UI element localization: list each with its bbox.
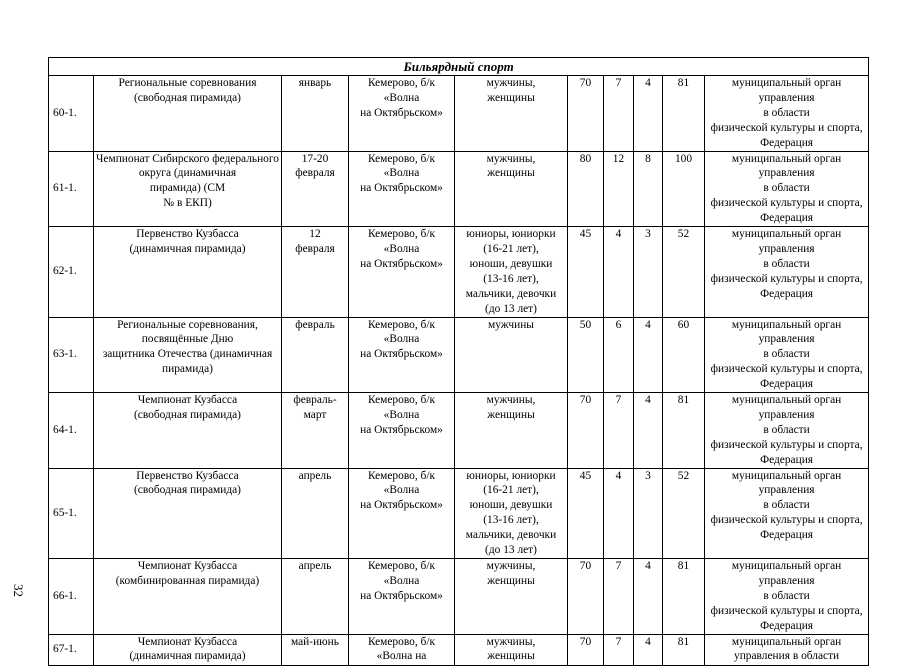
cell-c3: 8 [634,151,663,227]
cell-c1: 45 [568,227,604,317]
cell-name: Первенство Кузбасса (свободная пирамида) [94,468,282,558]
cell-total: 81 [663,634,705,665]
section-header-row [49,58,869,76]
table-row [49,634,869,665]
cell-c2: 12 [604,151,634,227]
cell-c3: 3 [634,468,663,558]
cell-c2: 7 [604,559,634,635]
cell-place: Кемерово, б/к «Волна на Октябрьском» [349,468,455,558]
cell-place: Кемерово, б/к «Волна на Октябрьском» [349,393,455,469]
cell-name: Чемпионат Кузбасса (динамичная пирамида) [94,634,282,665]
cell-num: 65-1. [49,468,94,558]
cell-place: Кемерово, б/к «Волна на Октябрьском» [349,76,455,152]
cell-date: 12 февраля [282,227,349,317]
cell-c1: 70 [568,393,604,469]
cell-date: февраль-март [282,393,349,469]
cell-date: апрель [282,468,349,558]
cell-c3: 4 [634,393,663,469]
cell-participants: юниоры, юниорки (16-21 лет), юноши, девушки (13-16 лет), мальчики, девочки (до 13 лет) [455,468,568,558]
cell-org: муниципальный орган управления в области [705,634,869,665]
cell-participants: мужчины [455,317,568,393]
table-row [49,468,869,558]
cell-c1: 50 [568,317,604,393]
cell-org: муниципальный орган управления в области физической культуры и спорта, Федерация [705,227,869,317]
cell-participants: юниоры, юниорки (16-21 лет), юноши, девушки (13-16 лет), мальчики, девочки (до 13 лет) [455,227,568,317]
cell-name: Чемпионат Кузбасса (комбинированная пирамида) [94,559,282,635]
cell-participants: мужчины, женщины [455,76,568,152]
cell-date: апрель [282,559,349,635]
cell-num: 63-1. [49,317,94,393]
cell-total: 100 [663,151,705,227]
cell-c1: 70 [568,634,604,665]
cell-org: муниципальный орган управления в области физической культуры и спорта, Федерация [705,76,869,152]
cell-c3: 4 [634,76,663,152]
cell-name: Региональные соревнования (свободная пирамида) [94,76,282,152]
cell-num: 60-1. [49,76,94,152]
cell-participants: мужчины, женщины [455,151,568,227]
cell-org: муниципальный орган управления в области физической культуры и спорта, Федерация [705,559,869,635]
table-row [49,76,869,152]
cell-org: муниципальный орган управления в области физической культуры и спорта, Федерация [705,151,869,227]
cell-place: Кемерово, б/к «Волна на Октябрьском» [349,227,455,317]
cell-num: 64-1. [49,393,94,469]
page-number: 32 [11,584,26,597]
cell-org: муниципальный орган управления в области физической культуры и спорта, Федерация [705,468,869,558]
table-row [49,393,869,469]
cell-c3: 4 [634,559,663,635]
cell-total: 52 [663,227,705,317]
section-title: Бильярдный спорт [49,58,869,76]
cell-c2: 4 [604,468,634,558]
cell-c1: 70 [568,559,604,635]
cell-org: муниципальный орган управления в области физической культуры и спорта, Федерация [705,317,869,393]
cell-c3: 4 [634,317,663,393]
table-row [49,317,869,393]
cell-name: Чемпионат Кузбасса (свободная пирамида) [94,393,282,469]
cell-total: 81 [663,76,705,152]
cell-c2: 7 [604,393,634,469]
cell-c1: 80 [568,151,604,227]
cell-date: 17-20 февраля [282,151,349,227]
cell-participants: мужчины, женщины [455,393,568,469]
cell-num: 61-1. [49,151,94,227]
table-row [49,151,869,227]
cell-place: Кемерово, б/к «Волна на [349,634,455,665]
cell-c2: 7 [604,76,634,152]
cell-place: Кемерово, б/к «Волна на Октябрьском» [349,151,455,227]
cell-date: май-июнь [282,634,349,665]
cell-num: 62-1. [49,227,94,317]
cell-participants: мужчины, женщины [455,634,568,665]
table-row [49,559,869,635]
cell-total: 52 [663,468,705,558]
cell-total: 81 [663,393,705,469]
cell-total: 60 [663,317,705,393]
cell-place: Кемерово, б/к «Волна на Октябрьском» [349,317,455,393]
cell-total: 81 [663,559,705,635]
cell-date: январь [282,76,349,152]
cell-org: муниципальный орган управления в области физической культуры и спорта, Федерация [705,393,869,469]
cell-num: 66-1. [49,559,94,635]
table-row [49,227,869,317]
cell-num: 67-1. [49,634,94,665]
cell-place: Кемерово, б/к «Волна на Октябрьском» [349,559,455,635]
cell-date: февраль [282,317,349,393]
cell-name: Региональные соревнования, посвящённые Дню защитника Отечества (динамичная пирамида) [94,317,282,393]
cell-c3: 4 [634,634,663,665]
cell-name: Первенство Кузбасса (динамичная пирамида) [94,227,282,317]
cell-participants: мужчины, женщины [455,559,568,635]
cell-c1: 45 [568,468,604,558]
cell-c2: 6 [604,317,634,393]
cell-c1: 70 [568,76,604,152]
cell-c2: 7 [604,634,634,665]
cell-c2: 4 [604,227,634,317]
events-table [48,57,869,666]
cell-c3: 3 [634,227,663,317]
cell-name: Чемпионат Сибирского федерального округа (динамичная пирамида) (СМ № в ЕКП) [94,151,282,227]
